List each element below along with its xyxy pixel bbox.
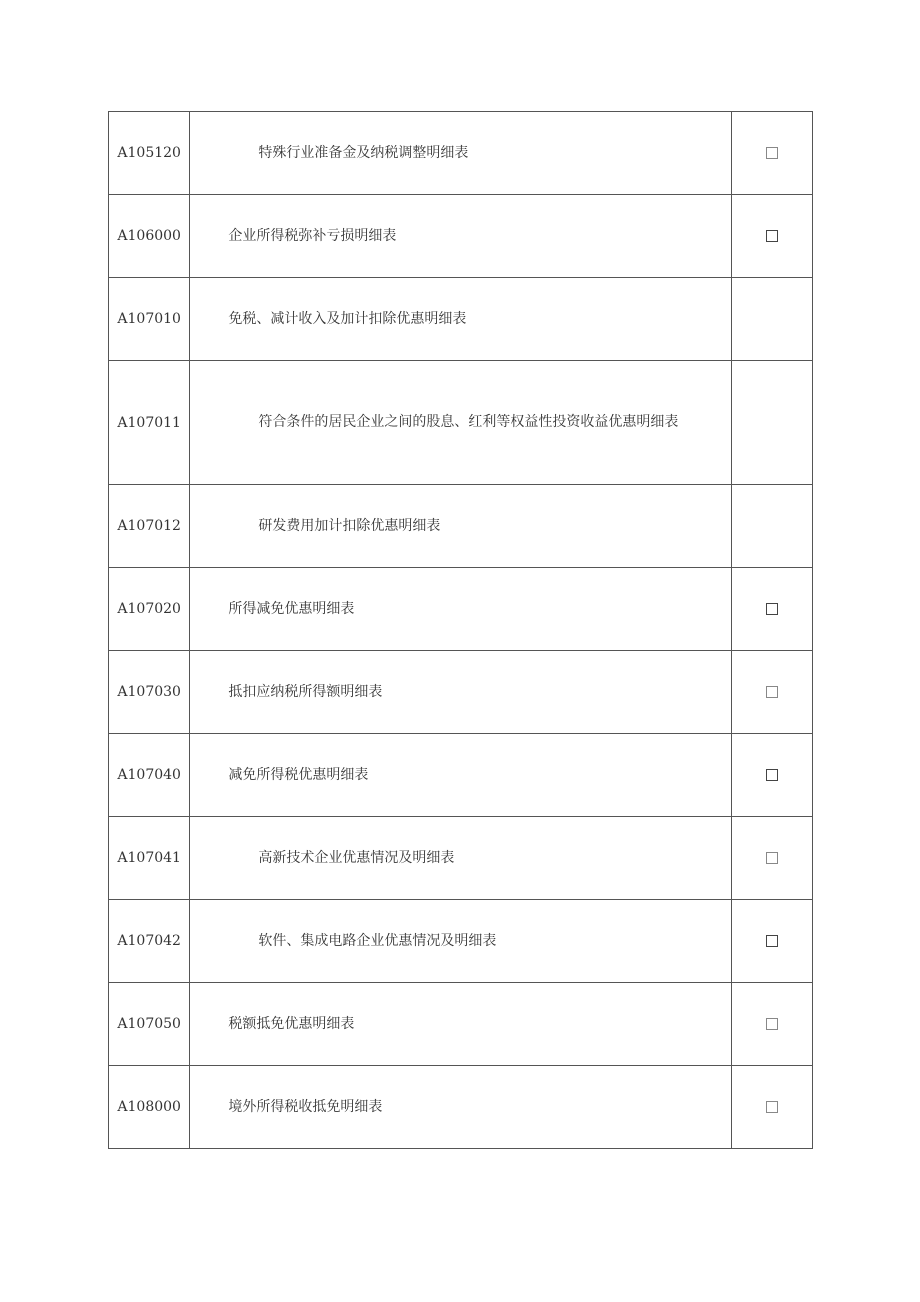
select-cell — [731, 361, 812, 485]
table-row — [109, 195, 813, 278]
form-name: 企业所得税弥补亏损明细表 — [190, 195, 731, 278]
form-code: A107012 — [109, 485, 190, 568]
table-row — [109, 361, 813, 485]
table-row — [109, 278, 813, 361]
select-checkbox[interactable] — [766, 230, 778, 242]
form-code: A107011 — [109, 361, 190, 485]
form-code: A107041 — [109, 817, 190, 900]
select-checkbox[interactable] — [766, 1018, 778, 1030]
form-code: A108000 — [109, 1066, 190, 1149]
table-row — [109, 485, 813, 568]
form-code: A107010 — [109, 278, 190, 361]
select-checkbox[interactable] — [766, 1101, 778, 1113]
form-name: 抵扣应纳税所得额明细表 — [190, 651, 731, 734]
table-row — [109, 817, 813, 900]
select-checkbox[interactable] — [766, 935, 778, 947]
form-code: A106000 — [109, 195, 190, 278]
table-row — [109, 734, 813, 817]
form-name: 软件、集成电路企业优惠情况及明细表 — [190, 900, 731, 983]
select-cell — [731, 112, 812, 195]
form-name: 所得减免优惠明细表 — [190, 568, 731, 651]
table-row — [109, 900, 813, 983]
select-cell — [731, 485, 812, 568]
table-row — [109, 651, 813, 734]
select-cell — [731, 983, 812, 1066]
table-row — [109, 983, 813, 1066]
select-cell — [731, 195, 812, 278]
select-checkbox[interactable] — [766, 686, 778, 698]
form-name: 境外所得税收抵免明细表 — [190, 1066, 731, 1149]
form-name: 特殊行业准备金及纳税调整明细表 — [190, 112, 731, 195]
form-code: A107020 — [109, 568, 190, 651]
form-code: A107042 — [109, 900, 190, 983]
form-code: A107040 — [109, 734, 190, 817]
select-checkbox[interactable] — [766, 603, 778, 615]
form-name: 减免所得税优惠明细表 — [190, 734, 731, 817]
table-row — [109, 1066, 813, 1149]
form-name: 高新技术企业优惠情况及明细表 — [190, 817, 731, 900]
form-code: A107050 — [109, 983, 190, 1066]
select-checkbox[interactable] — [766, 852, 778, 864]
select-checkbox[interactable] — [766, 147, 778, 159]
form-code: A107030 — [109, 651, 190, 734]
select-cell — [731, 817, 812, 900]
form-name: 免税、减计收入及加计扣除优惠明细表 — [190, 278, 731, 361]
select-checkbox[interactable] — [766, 769, 778, 781]
select-cell — [731, 734, 812, 817]
form-code: A105120 — [109, 112, 190, 195]
table-row — [109, 568, 813, 651]
table-row — [109, 112, 813, 195]
select-cell — [731, 278, 812, 361]
select-cell — [731, 1066, 812, 1149]
select-cell — [731, 568, 812, 651]
form-name: 符合条件的居民企业之间的股息、红利等权益性投资收益优惠明细表 — [190, 361, 731, 485]
select-cell — [731, 651, 812, 734]
form-name: 税额抵免优惠明细表 — [190, 983, 731, 1066]
tax-form-table — [108, 111, 813, 1149]
select-cell — [731, 900, 812, 983]
form-name: 研发费用加计扣除优惠明细表 — [190, 485, 731, 568]
